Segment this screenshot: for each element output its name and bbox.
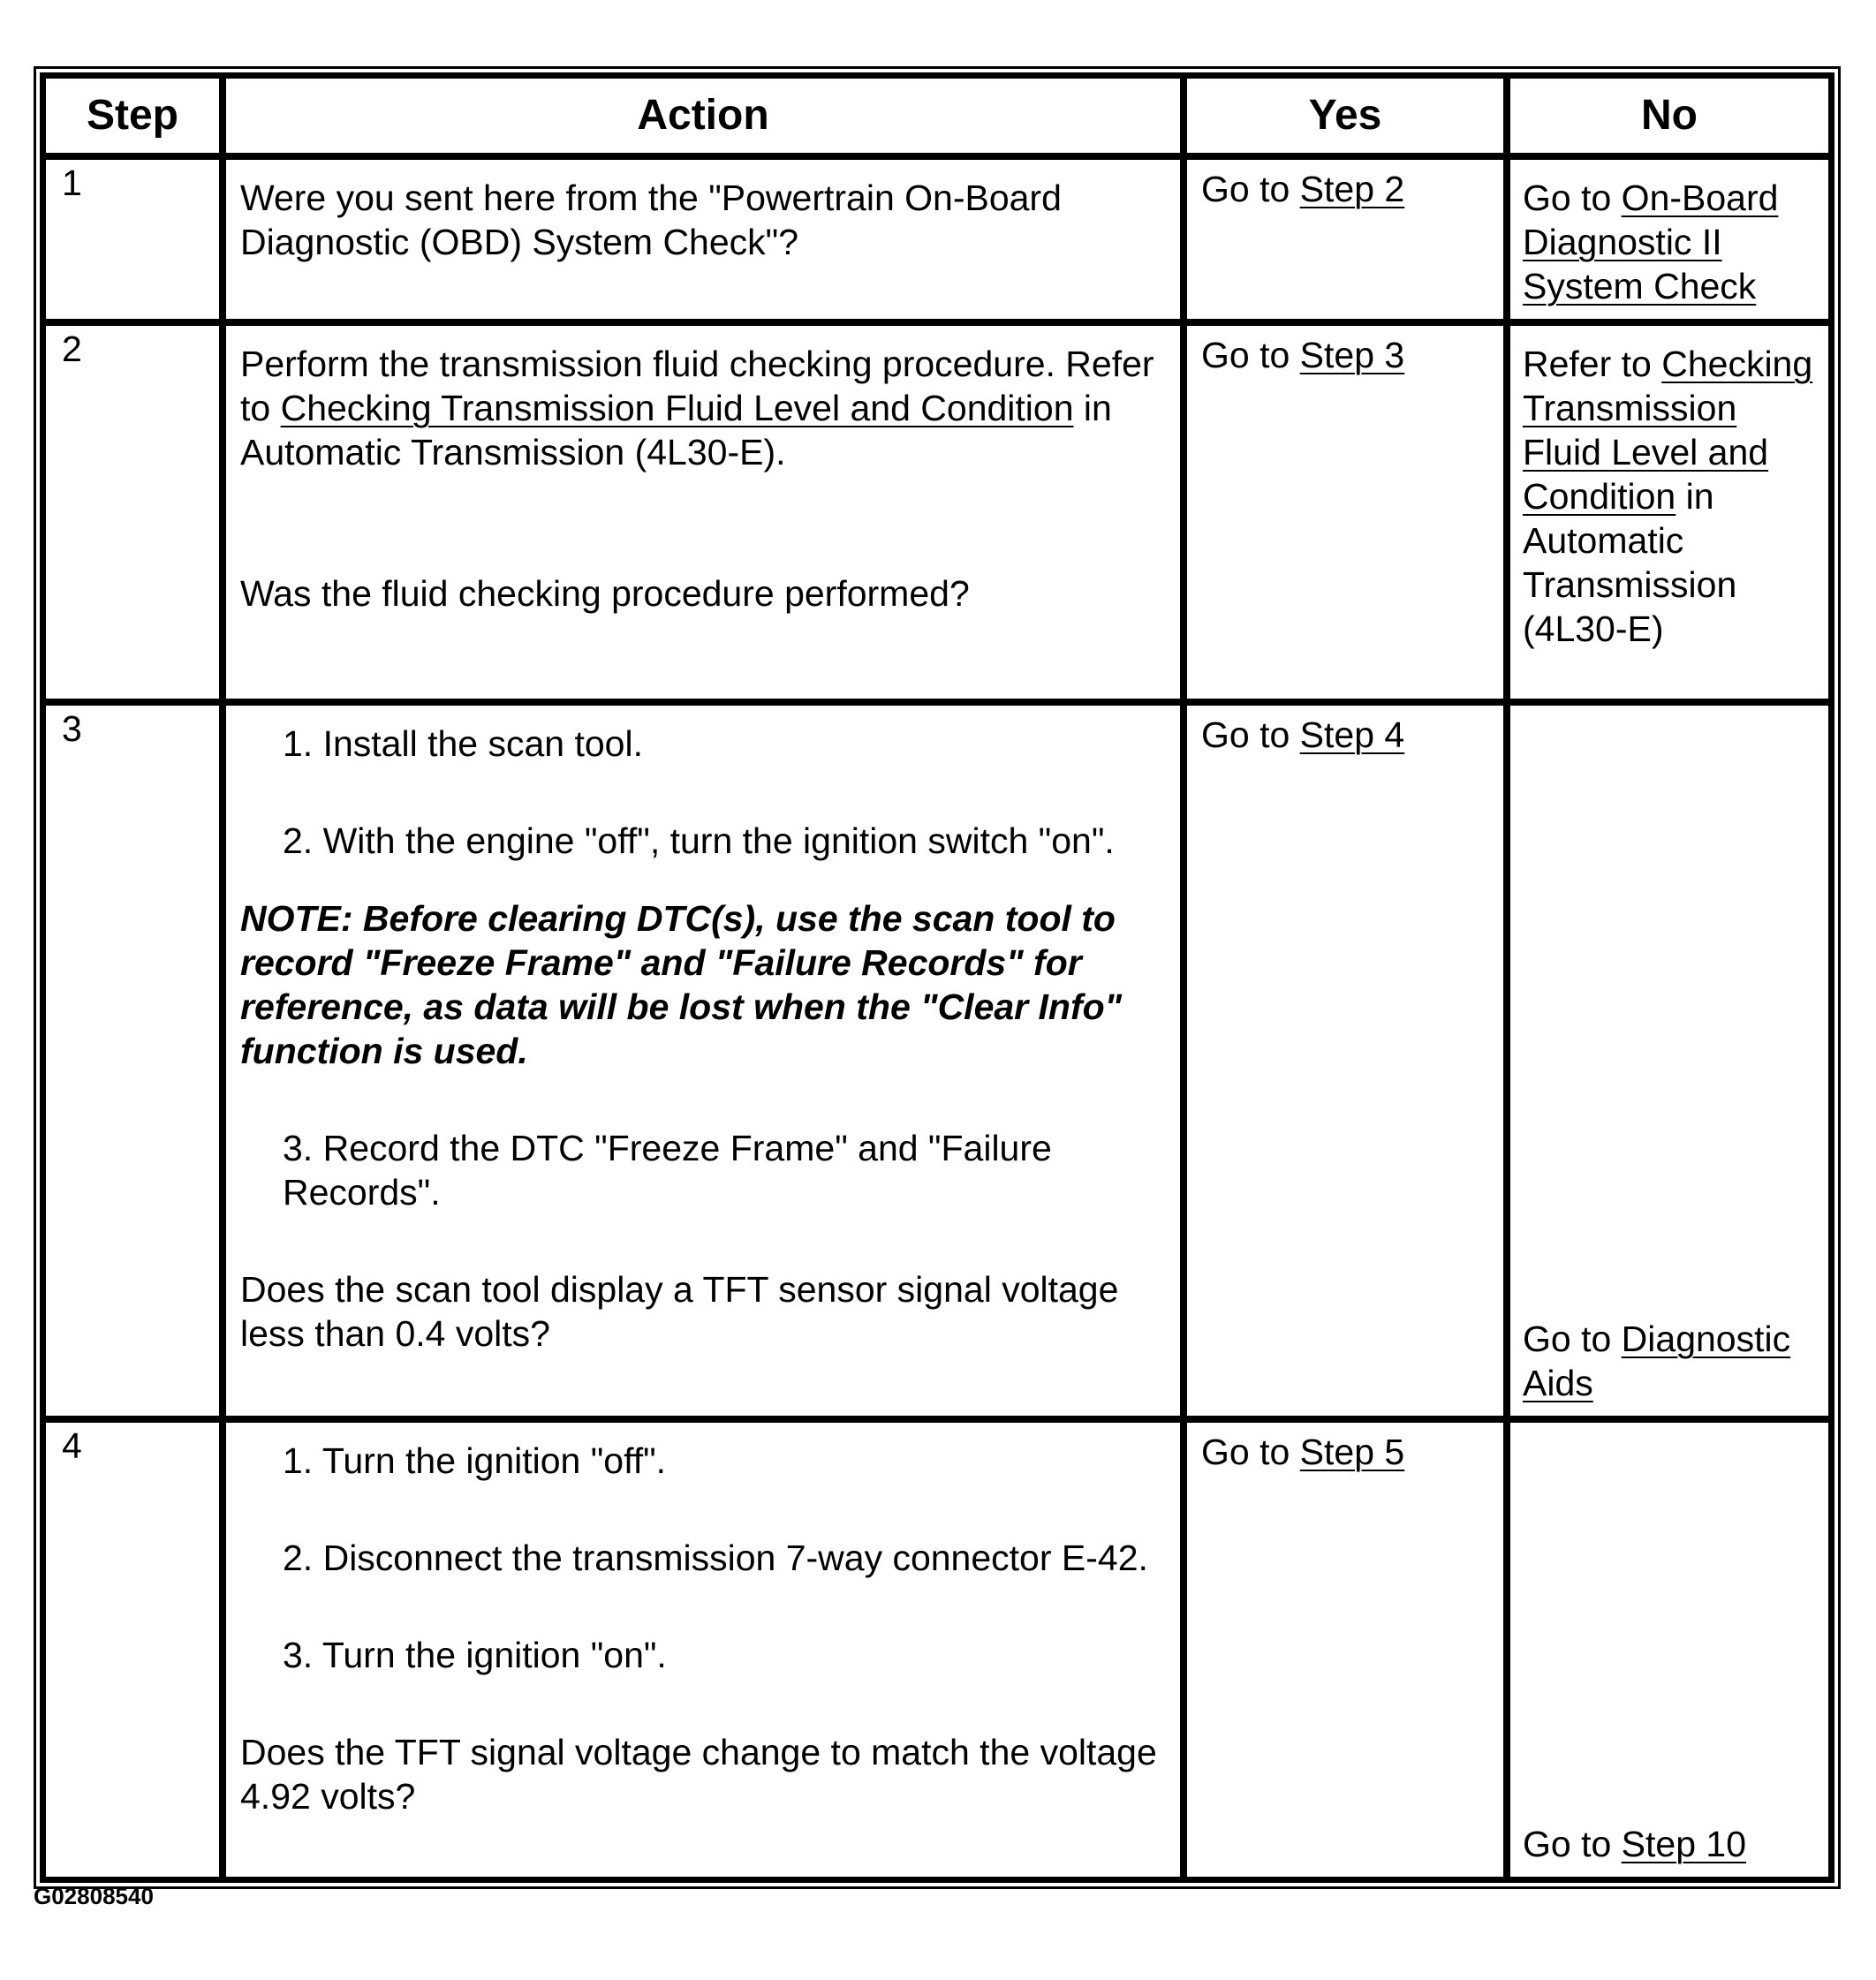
step-number: 3 (42, 702, 223, 1419)
no-cell (1507, 702, 1832, 1419)
yes-link-step-2[interactable]: Step 2 (1299, 169, 1405, 209)
action-cell (223, 702, 1184, 1419)
yes-prefix: Go to (1201, 169, 1300, 209)
yes-link-step-4[interactable]: Step 4 (1299, 714, 1405, 755)
yes-prefix: Go to (1201, 335, 1300, 375)
no-prefix: Refer to (1523, 344, 1662, 384)
no-suffix: in Automatic Transmission (4L30-E) (1523, 476, 1737, 649)
yes-link-step-5[interactable]: Step 5 (1299, 1432, 1405, 1472)
no-cell (1507, 156, 1832, 322)
yes-cell (1184, 702, 1507, 1419)
no-link-step-10[interactable]: Step 10 (1621, 1824, 1747, 1864)
yes-prefix: Go to (1201, 1432, 1300, 1472)
step-number: 4 (42, 1419, 223, 1880)
no-cell (1507, 322, 1832, 702)
table-row (42, 702, 1832, 1419)
action-list-item: 1. Turn the ignition "off". (283, 1440, 667, 1481)
action-list-item: 1. Install the scan tool. (283, 723, 643, 764)
action-list-item: 2. Disconnect the transmission 7-way connector E-42. (283, 1538, 1148, 1578)
yes-link-step-3[interactable]: Step 3 (1299, 335, 1405, 375)
no-link-diagnostic-aids[interactable]: Diagnostic Aids (1523, 1319, 1791, 1403)
action-link-fluid-check[interactable]: Checking Transmission Fluid Level and Condition (280, 388, 1074, 428)
header-action: Action (223, 75, 1184, 156)
action-note: NOTE: Before clearing DTC(s), use the scan tool to record "Freeze Frame" and "Failure Records" for reference, as data will be lost when the "Clear Info" function is used. (240, 898, 1123, 1071)
table-row (42, 156, 1832, 322)
no-cell (1507, 1419, 1832, 1880)
step-number: 2 (42, 322, 223, 702)
action-cell (223, 322, 1184, 702)
diagnostic-table (34, 66, 1841, 1889)
no-prefix: Go to (1523, 178, 1622, 218)
header-step: Step (42, 75, 223, 156)
header-no: No (1507, 75, 1832, 156)
action-question: Does the scan tool display a TFT sensor signal voltage less than 0.4 volts? (240, 1269, 1119, 1354)
action-instruction (240, 342, 1166, 474)
table-row (42, 322, 1832, 702)
yes-prefix: Go to (1201, 714, 1300, 755)
action-question: Was the fluid checking procedure performed? (240, 573, 970, 614)
yes-cell (1184, 1419, 1507, 1880)
yes-cell (1184, 322, 1507, 702)
action-text: Perform the transmission fluid checking procedure. Refer to (240, 344, 1154, 428)
step-number: 1 (42, 156, 223, 322)
no-link-obd-system-check[interactable]: On-Board Diagnostic II System Check (1523, 178, 1779, 306)
action-question: Were you sent here from the "Powertrain On-Board Diagnostic (OBD) System Check"? (240, 178, 1062, 262)
no-prefix: Go to (1523, 1824, 1622, 1864)
yes-cell (1184, 156, 1507, 322)
action-cell (223, 156, 1184, 322)
figure-id: G02808540 (34, 1883, 154, 1909)
table-header-row (42, 75, 1832, 156)
action-text: in Automatic Transmission (4L30-E). (240, 388, 1112, 472)
action-cell (223, 1419, 1184, 1880)
no-link-fluid-check[interactable]: Checking Transmission Fluid Level and Condition (1523, 344, 1813, 517)
table-row (42, 1419, 1832, 1880)
diagnostic-table-container (34, 66, 1841, 1889)
no-prefix: Go to (1523, 1319, 1622, 1359)
action-list-item: 3. Turn the ignition "on". (283, 1635, 667, 1675)
action-list-item: 2. With the engine "off", turn the ignition switch "on". (283, 820, 1115, 861)
action-list-item: 3. Record the DTC "Freeze Frame" and "Failure Records". (283, 1128, 1052, 1213)
header-yes: Yes (1184, 75, 1507, 156)
action-question: Does the TFT signal voltage change to match the voltage 4.92 volts? (240, 1732, 1157, 1817)
